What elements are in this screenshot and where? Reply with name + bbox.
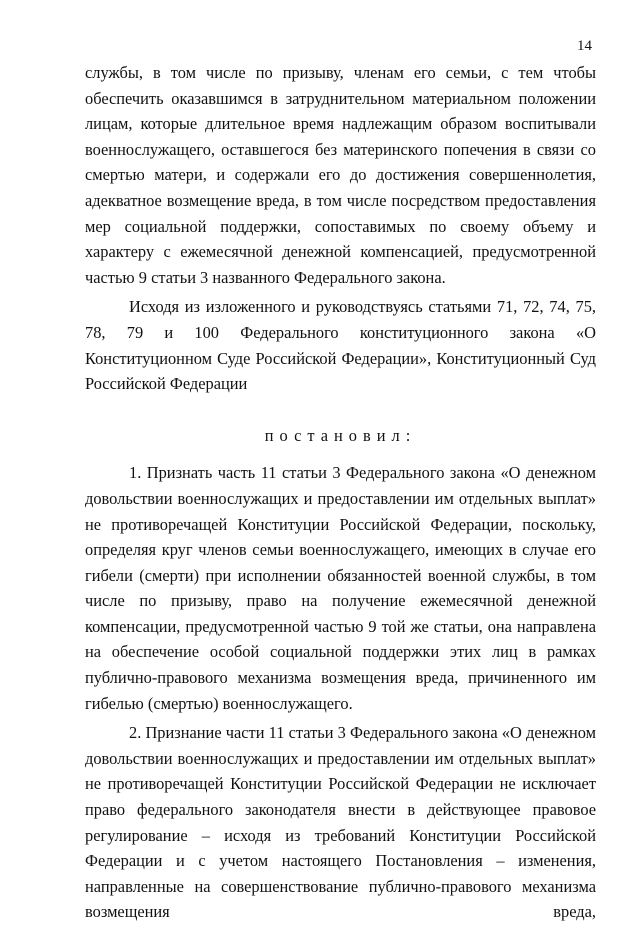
paragraph-grounds: Исходя из изложенного и руководствуясь статьями 71, 72, 74, 75, 78, 79 и 100 Федерального конституционного закона «О Конституционном Суде Российской Федерации», Конституционный Суд Российской Федерации	[85, 297, 596, 394]
document-body	[85, 60, 596, 925]
resolution-heading: постановил:	[264, 425, 417, 445]
resolution-item-2: 2. Признание части 11 статьи 3 Федерального закона «О денежном довольствии военнослужащих и предоставлении им отдельных выплат» не противоречащей Конституции Российской Федерации не исключает право федерального законодателя внести в действующее правовое регулирование – исходя из требований Конституции Российской Федерации и с учетом настоящего Постановления – изменения, направленные на совершенствование публично-правового механизма возмещения вреда,	[85, 723, 596, 922]
page-number: 14	[577, 38, 592, 54]
paragraph-continuation: службы, в том числе по призыву, членам его семьи, с тем чтобы обеспечить оказавшимся в затруднительном материальном положении лицам, которые длительное время надлежащим образом воспитывали военнослужащего, оставшегося без материнского попечения в связи со смертью матери, и содержали его до достижения совершеннолетия, адекватное возмещение вреда, в том числе посредством предоставления мер социальной поддержки, сопоставимых по своему объему и характеру с ежемесячной денежной компенсацией, предусмотренной частью 9 статьи 3 названного Федерального закона.	[85, 63, 596, 287]
resolution-item-1: 1. Признать часть 11 статьи 3 Федерального закона «О денежном довольствии военнослужащих и предоставлении им отдельных выплат» не противоречащей Конституции Российской Федерации, поскольку, определяя круг членов семьи военнослужащего, имеющих в случае его гибели (смерти) при исполнении обязанностей военной службы, в том числе по призыву, право на получение ежемесячной денежной компенсации, предусмотренной частью 9 той же статьи, она направлена на обеспечение особой социальной поддержки этих лиц в рамках публично-правового механизма возмещения вреда, причиненного им гибелью (смертью) военнослужащего.	[85, 463, 596, 713]
